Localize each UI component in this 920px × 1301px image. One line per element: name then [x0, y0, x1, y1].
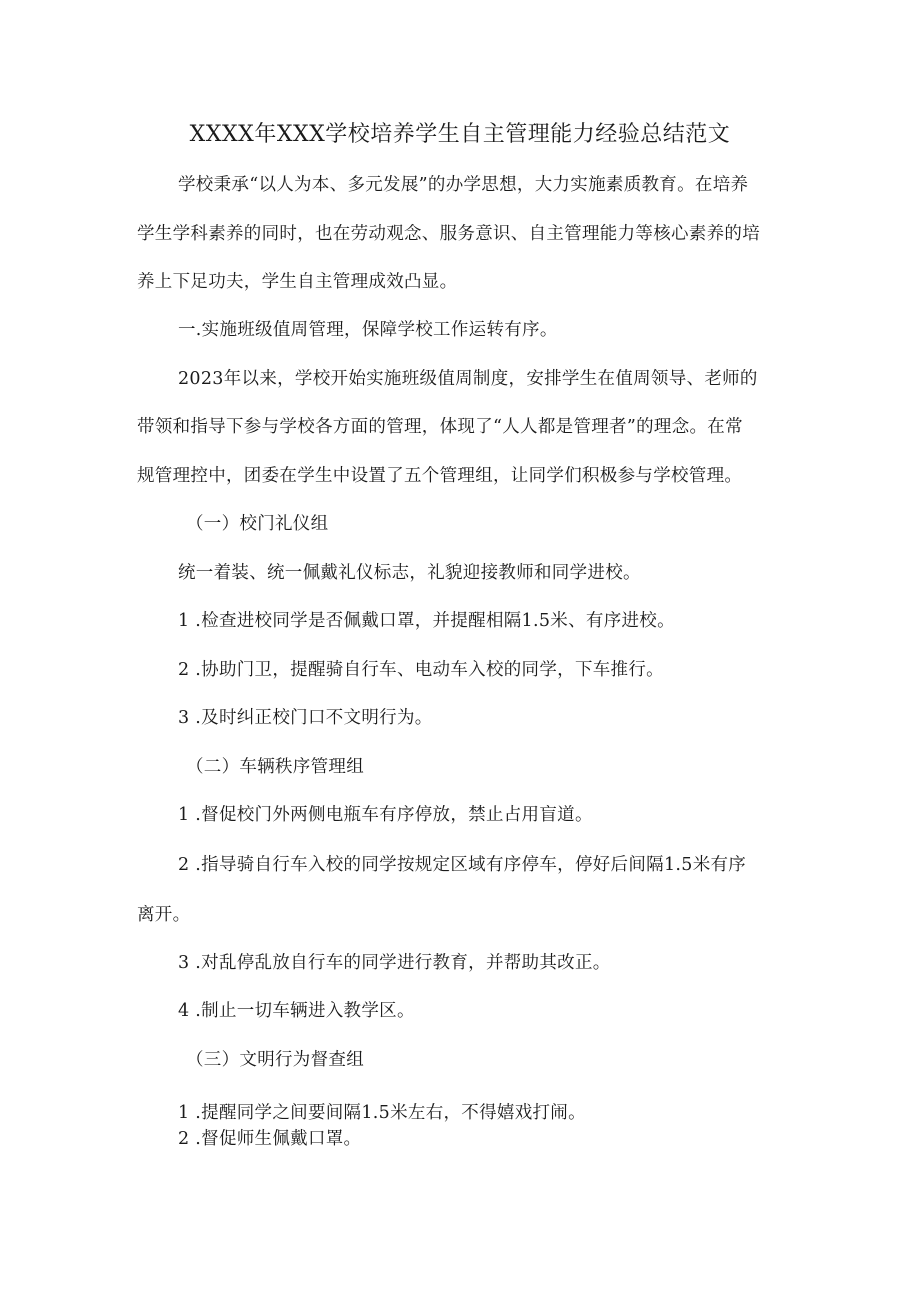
group2-heading: （二）车辆秩序管理组 [186, 757, 364, 777]
group3-item-1: 1 .提醒同学之间要间隔1.5米左右，不得嬉戏打闹。 [178, 1103, 586, 1123]
intro-line-1: 学校秉承“以人为本、多元发展”的办学思想，大力实施素质教育。在培养 [178, 175, 749, 195]
group3-item-2: 2 .督促师生佩戴口罩。 [178, 1129, 362, 1149]
group1-item-2: 2 .协助门卫，提醒骑自行车、电动车入校的同学，下车推行。 [178, 660, 664, 680]
section1-line-3: 规管理控中，团委在学生中设置了五个管理组，让同学们积极参与学校管理。 [137, 466, 743, 486]
intro-line-2: 学生学科素养的同时，也在劳动观念、服务意识、自主管理能力等核心素养的培 [137, 224, 760, 244]
group2-item-2-cont: 离开。 [137, 905, 191, 925]
group2-item-2: 2 .指导骑自行车入校的同学按规定区域有序停车，停好后间隔1.5米有序 [178, 855, 747, 875]
group1-heading: （一）校门礼仪组 [186, 514, 329, 534]
intro-line-3: 养上下足功夫，学生自主管理成效凸显。 [137, 272, 458, 292]
group2-item-4: 4 .制止一切车辆进入教学区。 [178, 1001, 415, 1021]
section1-line-1: 2023年以来，学校开始实施班级值周制度，安排学生在值周领导、老师的 [178, 369, 758, 389]
group2-item-3: 3 .对乱停乱放自行车的同学进行教育，并帮助其改正。 [178, 953, 611, 973]
group1-item-1: 1 .检查进校同学是否佩戴口罩，并提醒相隔1.5米、有序进校。 [178, 611, 675, 631]
group1-item-3: 3 .及时纠正校门口不文明行为。 [178, 708, 433, 728]
section1-heading: 一.实施班级值周管理，保障学校工作运转有序。 [178, 320, 558, 340]
document-title: XXXX年XXX学校培养学生自主管理能力经验总结范文 [189, 122, 731, 147]
section1-line-2: 带领和指导下参与学校各方面的管理，体现了“人人都是管理者”的理念。在常 [137, 417, 743, 437]
group3-heading: （三）文明行为督查组 [186, 1050, 364, 1070]
group1-description: 统一着装、统一佩戴礼仪标志，礼貌迎接教师和同学进校。 [178, 563, 641, 583]
group2-item-1: 1 .督促校门外两侧电瓶车有序停放，禁止占用盲道。 [178, 805, 593, 825]
